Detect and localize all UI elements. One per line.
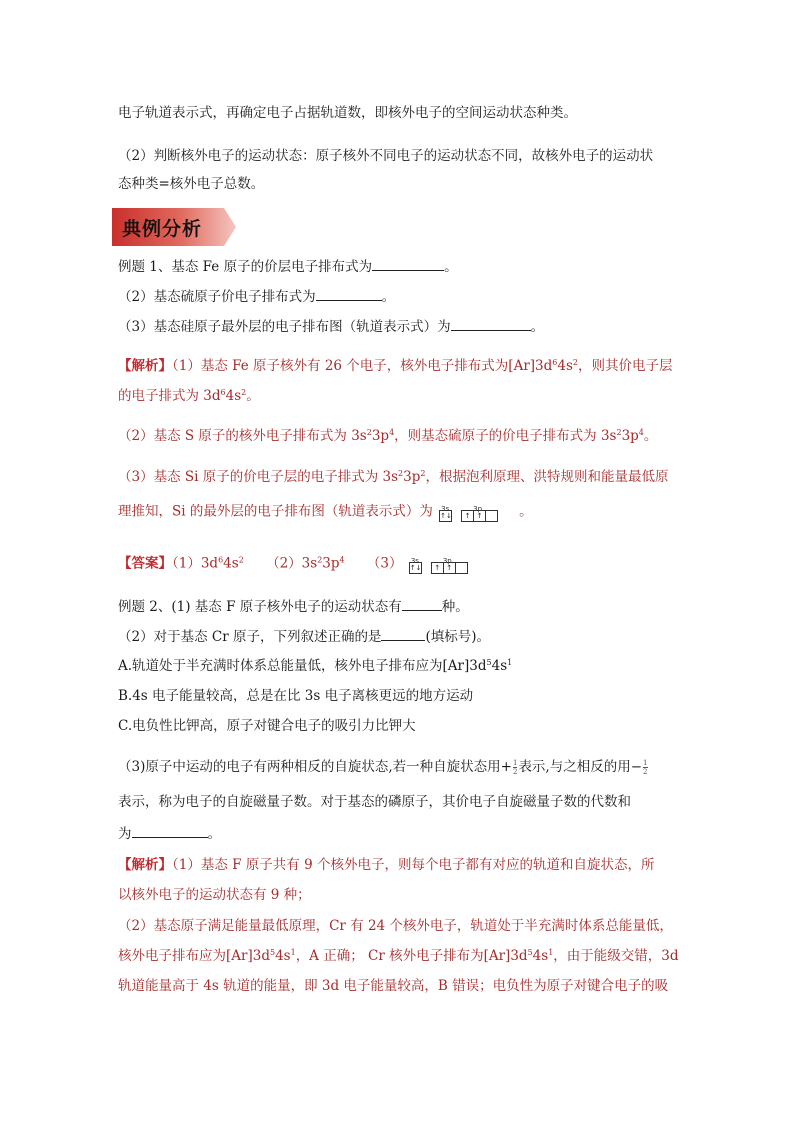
ex2-solution-1a: 【解析】（1）基态 F 原子共有 9 个核外电子，则每个电子都有对应的轨道和自旋状态，所 — [118, 857, 655, 873]
ex1-solution-3b: 理推知，Si 的最外层的电子排布图（轨道表示式）为 3s 3p ↑↓ ↑ ↑ 。 — [118, 500, 533, 524]
ex1-question-1: 例题 1、基态 Fe 原子的价层电子排布式为 。 — [118, 256, 458, 277]
ex1-question-2: （2）基态硫原子价电子排布式为 。 — [118, 286, 395, 307]
ex1-question-3: （3）基态硅原子最外层的电子排布图（轨道表示式）为 。 — [118, 316, 544, 337]
intro-line-1: 电子轨道表示式，再确定电子占据轨道数，即核外电子的空间运动状态种类。 — [118, 105, 577, 121]
ex2-option-c: C.电负性比钾高，原子对键合电子的吸引力比钾大 — [118, 718, 416, 734]
ex2-option-a: A.轨道处于半充满时体系总能量低，核外电子排布应为$[Ar]3d^54s^1$ — [118, 658, 513, 674]
orbital-diagram: 3s 3p ↑↓ ↑ ↑ — [439, 500, 517, 524]
ex2-option-b: B.4s 电子能量较高，总是在比 3s 电子离核更远的地方运动 — [118, 688, 474, 704]
orbital-box: ↑ — [473, 510, 486, 522]
answer-blank[interactable] — [132, 823, 208, 838]
ex2-question-2: （2）对于基态 Cr 原子，下列叙述正确的是 (填标号)。 — [118, 626, 490, 647]
ex2-solution-1b: 以核外电子的运动状态有 9 种； — [118, 887, 311, 903]
intro-line-2: （2）判断核外电子的运动状态：原子核外不同电子的运动状态不同，故核外电子的运动状 — [118, 148, 654, 164]
ex1-solution-1b: 的电子排式为 $3d^64s^2$。 — [118, 388, 260, 404]
orbital-box: ↑↓ — [440, 512, 452, 520]
ex2-question-3a: （3)原子中运动的电子有两种相反的自旋状态,若一种自旋状态用+ $\frac{1}{2}$ 表示,与之相反的用− $\frac{1}{2}$ — [118, 759, 648, 776]
ex2-question-1: 例题 2、(1) 基态 F 原子核外电子的运动状态有 种。 — [118, 596, 469, 617]
fraction: $\frac{1}{2}$ — [512, 759, 518, 776]
ex2-question-3b: 表示，称为电子的自旋磁量子数。对于基态的磷原子，其价电子自旋磁量子数的代数和 — [118, 794, 631, 810]
ex2-solution-2c: 轨道能量高于 4s 轨道的能量，即 3d 电子能量较高，B 错误；电负性为原子对键合电子的吸 — [118, 978, 669, 994]
orbital-box: ↑ — [443, 562, 456, 574]
ex1-solution-2: （2）基态 S 原子的核外电子排布式为 $3s^23p^4$，则基态硫原子的价电子排布式为 $3s^23p^4$。 — [118, 428, 658, 444]
orbital-box — [485, 510, 498, 522]
intro-line-3: 态种类=核外电子总数。 — [118, 176, 265, 192]
orbital-box: ↑↓ — [409, 564, 422, 572]
answer-blank[interactable] — [372, 256, 444, 271]
orbital-diagram: 3s 3p ↑↓ ↑ ↑ — [409, 552, 487, 576]
answer-blank[interactable] — [402, 596, 442, 611]
orbital-box: ↑ — [431, 562, 444, 574]
ex2-question-3c: 为 。 — [118, 823, 221, 844]
fraction: $\frac{1}{2}$ — [643, 759, 648, 776]
ex1-solution-1a: 【解析】（1）基态 Fe 原子核外有 26 个电子，核外电子排布式为$[Ar]3d^64s^2$，则其价电子层 — [118, 358, 673, 374]
answer-blank[interactable] — [451, 316, 531, 331]
section-title: 典例分析 — [122, 218, 203, 240]
ex2-solution-2a: （2）基态原子满足能量最低原理，Cr 有 24 个核外电子，轨道处于半充满时体系总能量低， — [118, 918, 673, 934]
orbital-box — [455, 562, 468, 574]
ex2-solution-2b: 核外电子排布应为$[Ar]3d^54s^1$，A 正确； Cr 核外电子排布为$[Ar]3d^54s^1$，由于能级交错，3d — [118, 948, 679, 964]
ex1-solution-3a: （3）基态 Si 原子的价电子层的电子排式为 $3s^23p^2$，根据泡利原理、洪特规则和能量最低原 — [118, 469, 669, 485]
ex1-answer: 【答案】$(1)3d^64s^2$ $(2)3s^23p^4$ （3） 3s 3p ↑↓ ↑ ↑ — [118, 552, 489, 576]
answer-blank[interactable] — [381, 626, 425, 641]
answer-blank[interactable] — [316, 286, 382, 301]
orbital-box: ↑ — [461, 510, 474, 522]
